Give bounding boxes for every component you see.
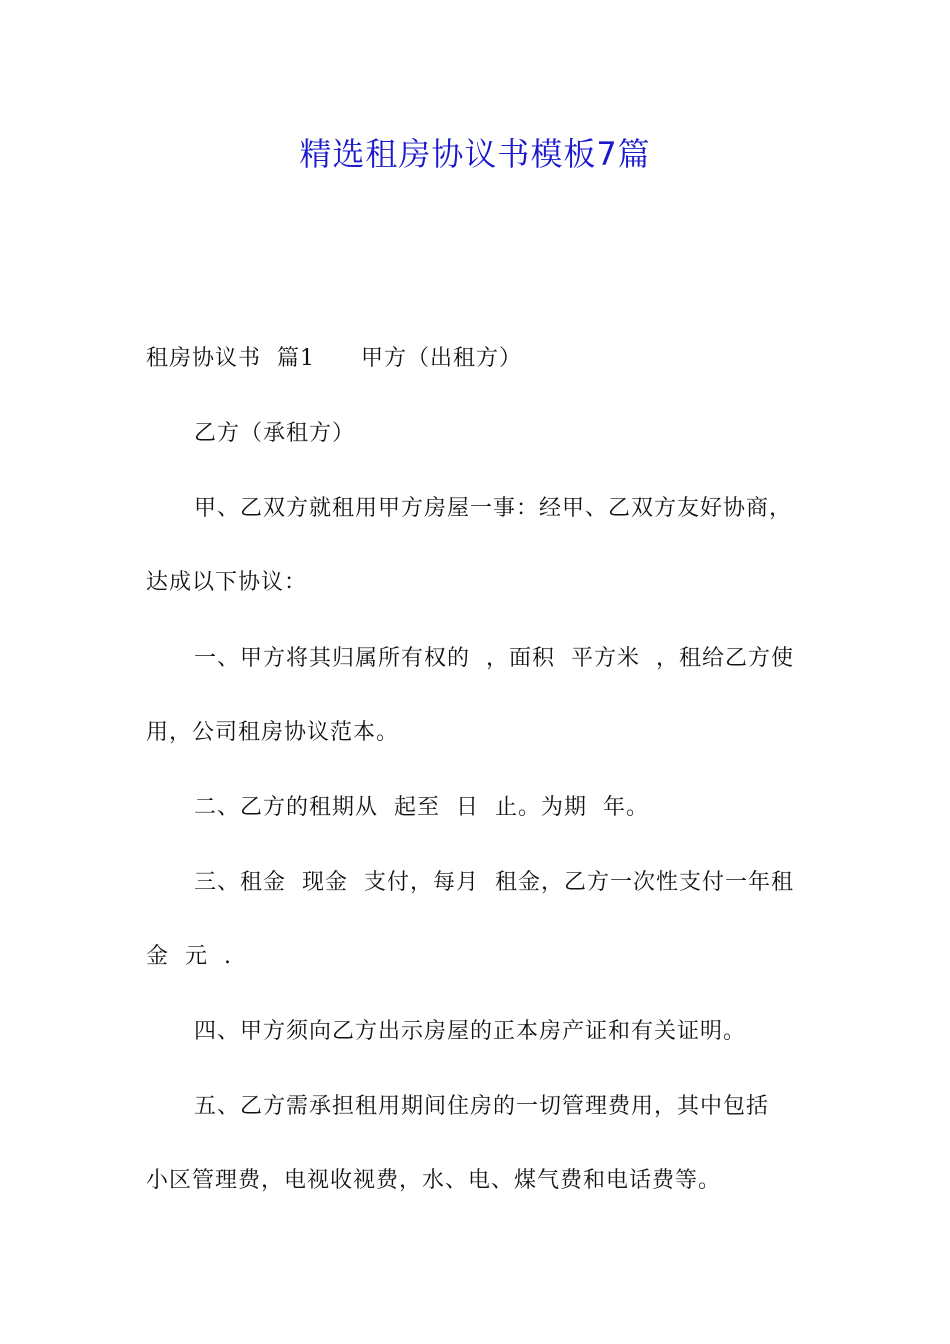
clause-3-line-1: 三、租金 现金 支付，每月 租金，乙方一次性支付一年租 [194, 870, 794, 895]
party-b-label: 乙方（承租方） [194, 421, 356, 446]
section-heading: 租房协议书 篇1 [146, 346, 315, 371]
paragraph-intro-line-2: 达成以下协议： [146, 570, 308, 595]
clause-2: 二、乙方的租期从 起至 日 止。为期 年。 [194, 795, 649, 820]
document-title: 精选租房协议书模板7篇 [299, 135, 651, 173]
party-a-label: 甲方（出租方） [360, 346, 522, 371]
section-heading-line [146, 344, 826, 374]
clause-1-line-2: 用，公司租房协议范本。 [146, 720, 400, 745]
clause-5-line-1: 五、乙方需承担租用期间住房的一切管理费用，其中包括 [194, 1094, 770, 1119]
clause-5-line-2: 小区管理费，电视收视费，水、电、煤气费和电话费等。 [146, 1168, 722, 1193]
paragraph-intro-line-1: 甲、乙双方就租用甲方房屋一事：经甲、乙双方友好协商， [194, 496, 793, 521]
clause-3-line-2: 金 元 . [146, 944, 232, 969]
clause-4: 四、甲方须向乙方出示房屋的正本房产证和有关证明。 [194, 1019, 747, 1044]
clause-1-line-1: 一、甲方将其归属所有权的 ，面积 平方米 ，租给乙方使 [194, 646, 794, 671]
